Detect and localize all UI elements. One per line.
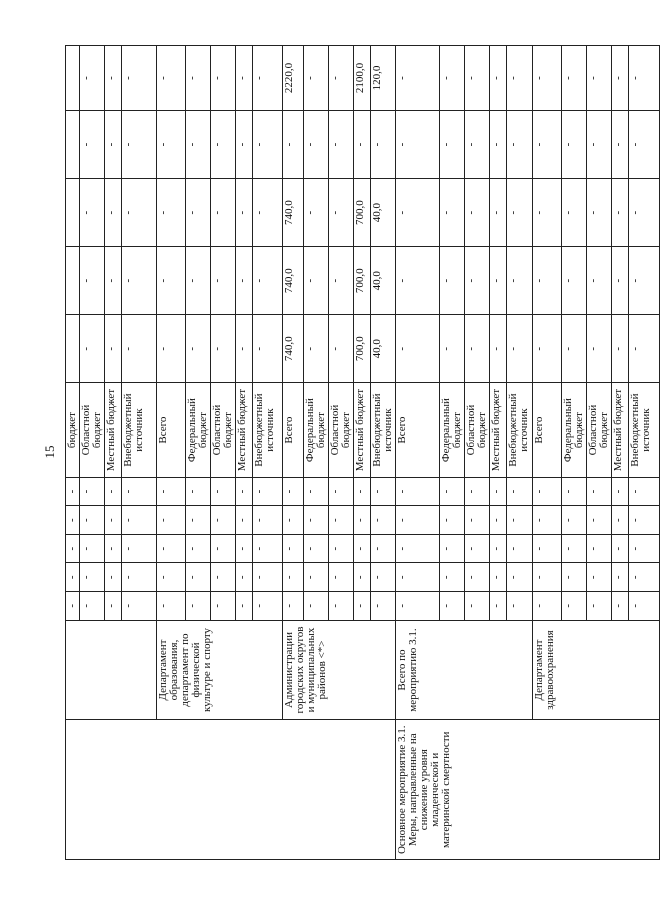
- dash-cell: -: [253, 477, 283, 506]
- amount-cell: -: [562, 247, 587, 315]
- amount-cell: -: [629, 247, 660, 315]
- amount-cell: -: [562, 110, 587, 178]
- dash-cell: -: [80, 592, 105, 621]
- amount-cell: -: [157, 46, 186, 111]
- dash-cell: -: [329, 506, 354, 535]
- funding-source-cell: Всего: [157, 383, 186, 477]
- amount-cell: -: [587, 315, 612, 383]
- amount-cell: [66, 46, 80, 111]
- amount-cell: -: [507, 46, 533, 111]
- dash-cell: -: [105, 592, 122, 621]
- amount-cell: -: [533, 247, 562, 315]
- dash-cell: -: [329, 592, 354, 621]
- amount-cell: -: [440, 247, 465, 315]
- dash-cell: -: [211, 592, 236, 621]
- dash-cell: -: [157, 506, 186, 535]
- amount-cell: -: [354, 110, 371, 178]
- dash-cell: -: [236, 506, 253, 535]
- dash-cell: -: [283, 477, 304, 506]
- amount-cell: -: [396, 46, 440, 111]
- dash-cell: -: [122, 592, 157, 621]
- amount-cell: -: [186, 110, 211, 178]
- dash-cell: -: [507, 563, 533, 592]
- dash-cell: -: [157, 534, 186, 563]
- dash-cell: -: [371, 563, 396, 592]
- amount-cell: -: [533, 179, 562, 247]
- funding-source-cell: Местный бюджет: [490, 383, 507, 477]
- amount-cell: -: [122, 315, 157, 383]
- amount-cell: -: [587, 179, 612, 247]
- dash-cell: -: [354, 534, 371, 563]
- dash-cell: -: [236, 477, 253, 506]
- amount-cell: -: [157, 179, 186, 247]
- amount-cell: -: [329, 315, 354, 383]
- amount-cell: -: [253, 315, 283, 383]
- amount-cell: -: [157, 110, 186, 178]
- amount-cell: 700,0: [354, 247, 371, 315]
- amount-cell: -: [105, 315, 122, 383]
- dash-cell: -: [371, 592, 396, 621]
- measure-cell: [66, 720, 396, 860]
- dash-cell: -: [587, 563, 612, 592]
- amount-cell: 740,0: [283, 179, 304, 247]
- dash-cell: -: [304, 534, 329, 563]
- amount-cell: -: [283, 110, 304, 178]
- dash-cell: -: [80, 534, 105, 563]
- dash-cell: -: [396, 506, 440, 535]
- funding-source-cell: Областной бюджет: [465, 383, 490, 477]
- dash-cell: -: [253, 506, 283, 535]
- amount-cell: -: [80, 46, 105, 111]
- amount-cell: -: [186, 179, 211, 247]
- dash-cell: -: [105, 506, 122, 535]
- amount-cell: -: [122, 110, 157, 178]
- dash-cell: -: [440, 592, 465, 621]
- funding-source-cell: Всего: [396, 383, 440, 477]
- dash-cell: -: [490, 506, 507, 535]
- dash-cell: -: [465, 563, 490, 592]
- dash-cell: -: [157, 563, 186, 592]
- dash-cell: -: [629, 592, 660, 621]
- amount-cell: -: [612, 247, 629, 315]
- amount-cell: -: [105, 110, 122, 178]
- amount-cell: -: [211, 110, 236, 178]
- dash-cell: -: [211, 534, 236, 563]
- dash-cell: -: [157, 592, 186, 621]
- measure-cell: Основное мероприятие 3.1. Меры, направленные на снижение уровня младенческой и материнской смертности: [396, 720, 660, 860]
- page-number: 15: [42, 445, 57, 459]
- dash-cell: -: [211, 477, 236, 506]
- amount-cell: -: [507, 315, 533, 383]
- amount-cell: -: [122, 179, 157, 247]
- dash-cell: -: [329, 563, 354, 592]
- amount-cell: -: [465, 110, 490, 178]
- amount-cell: -: [253, 247, 283, 315]
- amount-cell: -: [490, 315, 507, 383]
- dash-cell: -: [533, 534, 562, 563]
- dash-cell: -: [304, 506, 329, 535]
- dash-cell: -: [283, 592, 304, 621]
- amount-cell: -: [562, 315, 587, 383]
- dash-cell: -: [587, 506, 612, 535]
- amount-cell: -: [304, 110, 329, 178]
- amount-cell: -: [211, 179, 236, 247]
- dash-cell: -: [329, 534, 354, 563]
- dash-cell: -: [283, 563, 304, 592]
- dash-cell: -: [490, 592, 507, 621]
- funding-source-cell: Областной бюджет: [80, 383, 105, 477]
- amount-cell: -: [304, 315, 329, 383]
- dash-cell: -: [211, 563, 236, 592]
- amount-cell: -: [396, 247, 440, 315]
- amount-cell: -: [629, 179, 660, 247]
- dash-cell: -: [490, 534, 507, 563]
- amount-cell: -: [211, 315, 236, 383]
- funding-source-cell: Внебюджетный источник: [371, 383, 396, 477]
- amount-cell: -: [80, 247, 105, 315]
- dash-cell: -: [122, 534, 157, 563]
- funding-source-cell: Местный бюджет: [236, 383, 253, 477]
- amount-cell: -: [533, 315, 562, 383]
- amount-cell: -: [371, 110, 396, 178]
- dash-cell: -: [186, 534, 211, 563]
- dash-cell: -: [105, 563, 122, 592]
- amount-cell: -: [105, 247, 122, 315]
- dash-cell: -: [507, 506, 533, 535]
- dash-cell: -: [629, 534, 660, 563]
- amount-cell: -: [157, 247, 186, 315]
- funding-source-cell: Всего: [283, 383, 304, 477]
- executor-cell: Департамент образования, департамент по физической культуре и спорту: [157, 620, 283, 720]
- dash-cell: -: [186, 506, 211, 535]
- amount-cell: -: [236, 315, 253, 383]
- dash-cell: -: [211, 506, 236, 535]
- table-row: [396, 46, 440, 860]
- amount-cell: -: [211, 46, 236, 111]
- amount-cell: -: [533, 110, 562, 178]
- amount-cell: 120,0: [371, 46, 396, 111]
- funding-source-cell: Федеральный бюджет: [562, 383, 587, 477]
- amount-cell: -: [612, 110, 629, 178]
- amount-cell: -: [122, 46, 157, 111]
- dash-cell: -: [533, 506, 562, 535]
- amount-cell: 2100,0: [354, 46, 371, 111]
- dash-cell: -: [122, 506, 157, 535]
- dash-cell: -: [562, 534, 587, 563]
- dash-cell: -: [562, 477, 587, 506]
- dash-cell: -: [186, 477, 211, 506]
- amount-cell: -: [329, 179, 354, 247]
- dash-cell: -: [66, 477, 80, 506]
- amount-cell: 740,0: [283, 247, 304, 315]
- funding-source-cell: Областной бюджет: [329, 383, 354, 477]
- amount-cell: -: [612, 315, 629, 383]
- amount-cell: -: [80, 110, 105, 178]
- dash-cell: -: [66, 592, 80, 621]
- amount-cell: -: [329, 247, 354, 315]
- dash-cell: -: [371, 477, 396, 506]
- funding-source-cell: Федеральный бюджет: [186, 383, 211, 477]
- amount-cell: -: [490, 46, 507, 111]
- amount-cell: [66, 315, 80, 383]
- funding-source-cell: Областной бюджет: [211, 383, 236, 477]
- amount-cell: -: [396, 179, 440, 247]
- dash-cell: -: [304, 477, 329, 506]
- amount-cell: -: [490, 110, 507, 178]
- dash-cell: -: [354, 592, 371, 621]
- dash-cell: -: [186, 563, 211, 592]
- rotated-table-container: [65, 45, 652, 860]
- funding-source-cell: Федеральный бюджет: [440, 383, 465, 477]
- amount-cell: 700,0: [354, 315, 371, 383]
- amount-cell: 40,0: [371, 247, 396, 315]
- amount-cell: -: [440, 46, 465, 111]
- amount-cell: -: [629, 46, 660, 111]
- dash-cell: -: [587, 477, 612, 506]
- amount-cell: -: [396, 315, 440, 383]
- amount-cell: -: [465, 315, 490, 383]
- funding-source-cell: Внебюджетный источник: [629, 383, 660, 477]
- amount-cell: -: [440, 110, 465, 178]
- amount-cell: 740,0: [283, 315, 304, 383]
- dash-cell: -: [283, 506, 304, 535]
- amount-cell: -: [562, 46, 587, 111]
- dash-cell: -: [440, 534, 465, 563]
- amount-cell: -: [253, 110, 283, 178]
- dash-cell: -: [587, 534, 612, 563]
- dash-cell: -: [66, 534, 80, 563]
- funding-source-cell: Местный бюджет: [612, 383, 629, 477]
- dash-cell: -: [283, 534, 304, 563]
- dash-cell: -: [236, 563, 253, 592]
- dash-cell: -: [236, 534, 253, 563]
- amount-cell: -: [186, 46, 211, 111]
- dash-cell: -: [629, 477, 660, 506]
- amount-cell: -: [440, 179, 465, 247]
- amount-cell: -: [304, 247, 329, 315]
- amount-cell: -: [157, 315, 186, 383]
- dash-cell: -: [105, 534, 122, 563]
- amount-cell: -: [465, 247, 490, 315]
- dash-cell: -: [612, 592, 629, 621]
- amount-cell: -: [304, 46, 329, 111]
- amount-cell: -: [612, 179, 629, 247]
- dash-cell: -: [612, 506, 629, 535]
- amount-cell: -: [253, 46, 283, 111]
- amount-cell: [66, 179, 80, 247]
- amount-cell: -: [587, 46, 612, 111]
- amount-cell: -: [629, 315, 660, 383]
- amount-cell: -: [329, 46, 354, 111]
- dash-cell: -: [465, 592, 490, 621]
- amount-cell: -: [122, 247, 157, 315]
- dash-cell: -: [329, 477, 354, 506]
- executor-cell: Всего по мероприятию 3.1.: [396, 620, 533, 720]
- amount-cell: 40,0: [371, 315, 396, 383]
- dash-cell: -: [465, 506, 490, 535]
- amount-cell: -: [612, 46, 629, 111]
- dash-cell: -: [396, 477, 440, 506]
- dash-cell: -: [236, 592, 253, 621]
- funding-source-cell: Федеральный бюджет: [304, 383, 329, 477]
- amount-cell: -: [236, 247, 253, 315]
- funding-source-cell: Местный бюджет: [354, 383, 371, 477]
- amount-cell: -: [396, 110, 440, 178]
- amount-cell: -: [105, 179, 122, 247]
- dash-cell: -: [440, 477, 465, 506]
- dash-cell: -: [562, 506, 587, 535]
- dash-cell: -: [354, 506, 371, 535]
- funding-source-cell: Внебюджетный источник: [253, 383, 283, 477]
- dash-cell: -: [354, 477, 371, 506]
- amount-cell: -: [490, 179, 507, 247]
- amount-cell: -: [465, 179, 490, 247]
- dash-cell: -: [507, 477, 533, 506]
- dash-cell: -: [396, 534, 440, 563]
- amount-cell: -: [329, 110, 354, 178]
- dash-cell: -: [490, 477, 507, 506]
- amount-cell: -: [562, 179, 587, 247]
- dash-cell: -: [533, 592, 562, 621]
- amount-cell: -: [533, 46, 562, 111]
- dash-cell: -: [253, 592, 283, 621]
- dash-cell: -: [612, 477, 629, 506]
- amount-cell: 2220,0: [283, 46, 304, 111]
- amount-cell: -: [80, 179, 105, 247]
- budget-table: [65, 45, 660, 860]
- amount-cell: -: [253, 179, 283, 247]
- amount-cell: -: [304, 179, 329, 247]
- dash-cell: -: [440, 563, 465, 592]
- amount-cell: -: [587, 247, 612, 315]
- amount-cell: -: [507, 247, 533, 315]
- dash-cell: -: [371, 506, 396, 535]
- amount-cell: 700,0: [354, 179, 371, 247]
- amount-cell: [66, 247, 80, 315]
- amount-cell: -: [186, 247, 211, 315]
- dash-cell: -: [80, 563, 105, 592]
- dash-cell: -: [507, 592, 533, 621]
- amount-cell: -: [440, 315, 465, 383]
- dash-cell: -: [440, 506, 465, 535]
- amount-cell: [66, 110, 80, 178]
- funding-source-cell: Внебюджетный источник: [122, 383, 157, 477]
- dash-cell: -: [105, 477, 122, 506]
- amount-cell: -: [507, 179, 533, 247]
- executor-cell: [66, 620, 157, 720]
- dash-cell: -: [533, 477, 562, 506]
- dash-cell: -: [186, 592, 211, 621]
- amount-cell: -: [211, 247, 236, 315]
- amount-cell: 40,0: [371, 179, 396, 247]
- dash-cell: -: [612, 563, 629, 592]
- table-row: [66, 46, 80, 860]
- amount-cell: -: [186, 315, 211, 383]
- dash-cell: -: [157, 477, 186, 506]
- funding-source-cell: Всего: [533, 383, 562, 477]
- dash-cell: -: [80, 506, 105, 535]
- funding-source-cell: бюджет: [66, 383, 80, 477]
- dash-cell: -: [122, 563, 157, 592]
- dash-cell: -: [253, 534, 283, 563]
- amount-cell: -: [465, 46, 490, 111]
- dash-cell: -: [465, 534, 490, 563]
- amount-cell: -: [507, 110, 533, 178]
- amount-cell: -: [236, 46, 253, 111]
- dash-cell: -: [304, 592, 329, 621]
- dash-cell: -: [253, 563, 283, 592]
- dash-cell: -: [490, 563, 507, 592]
- amount-cell: -: [629, 110, 660, 178]
- dash-cell: -: [396, 563, 440, 592]
- dash-cell: -: [562, 563, 587, 592]
- amount-cell: -: [587, 110, 612, 178]
- dash-cell: -: [587, 592, 612, 621]
- dash-cell: -: [371, 534, 396, 563]
- funding-source-cell: Областной бюджет: [587, 383, 612, 477]
- dash-cell: -: [629, 563, 660, 592]
- dash-cell: -: [562, 592, 587, 621]
- dash-cell: -: [122, 477, 157, 506]
- executor-cell: Департамент здравоохранения: [533, 620, 660, 720]
- amount-cell: -: [236, 110, 253, 178]
- dash-cell: -: [629, 506, 660, 535]
- dash-cell: -: [354, 563, 371, 592]
- amount-cell: -: [490, 247, 507, 315]
- amount-cell: -: [236, 179, 253, 247]
- dash-cell: -: [80, 477, 105, 506]
- dash-cell: -: [66, 506, 80, 535]
- funding-source-cell: Местный бюджет: [105, 383, 122, 477]
- dash-cell: -: [66, 563, 80, 592]
- amount-cell: -: [80, 315, 105, 383]
- funding-source-cell: Внебюджетный источник: [507, 383, 533, 477]
- dash-cell: -: [533, 563, 562, 592]
- dash-cell: -: [396, 592, 440, 621]
- dash-cell: -: [304, 563, 329, 592]
- dash-cell: -: [507, 534, 533, 563]
- executor-cell: Администрации городских округов и муниципальных районов <*>: [283, 620, 396, 720]
- dash-cell: -: [612, 534, 629, 563]
- amount-cell: -: [105, 46, 122, 111]
- dash-cell: -: [465, 477, 490, 506]
